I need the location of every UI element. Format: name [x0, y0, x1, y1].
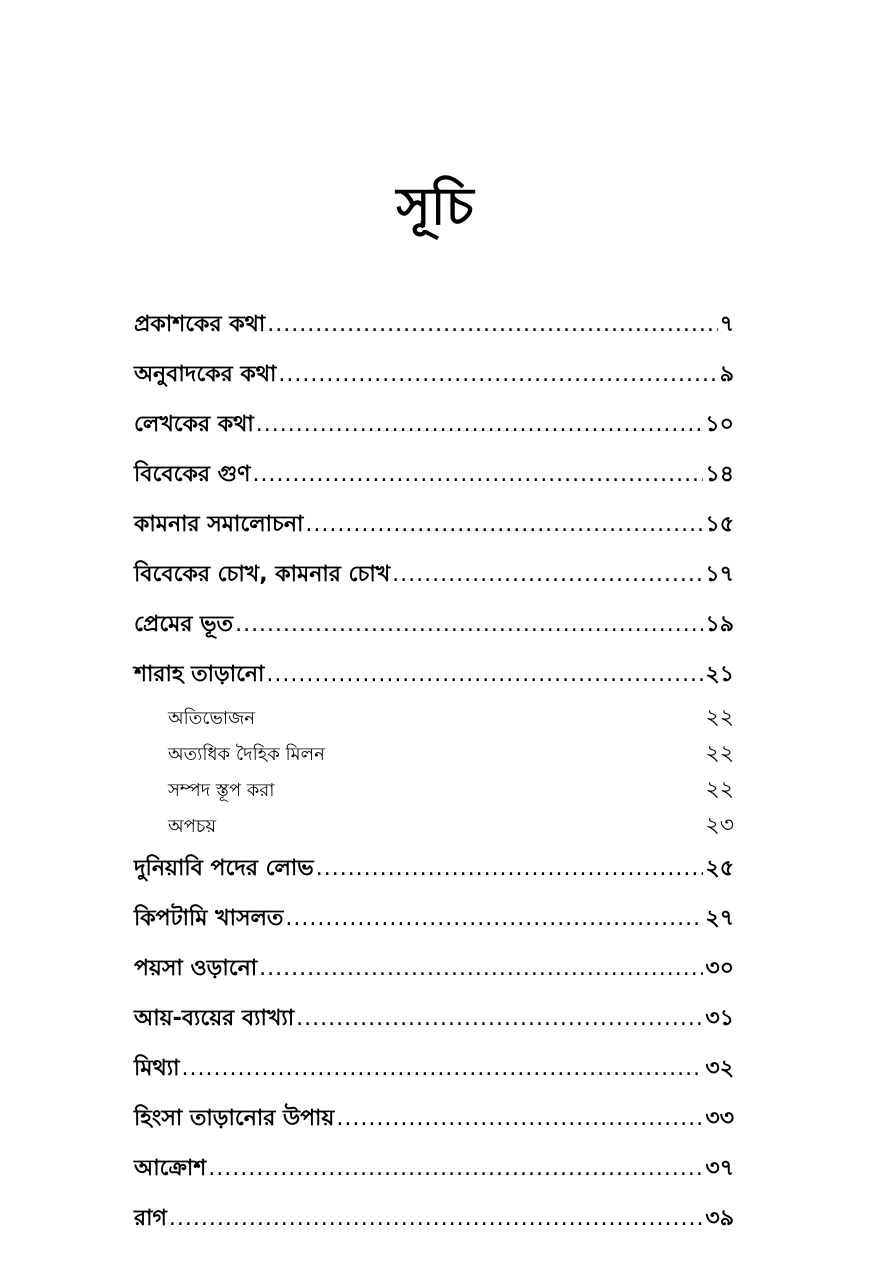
toc-subentry-page: ২২	[705, 741, 734, 766]
toc-entry-title: দুনিয়াবি পদের লোভ	[134, 856, 314, 881]
dot-leader	[235, 600, 703, 650]
toc-entry	[134, 994, 734, 1044]
toc-subentry	[134, 808, 734, 844]
toc-entry	[134, 944, 734, 994]
dot-leader	[259, 944, 703, 994]
toc-entry	[134, 550, 734, 600]
toc-entry	[134, 1094, 734, 1144]
toc-entry-page: ৩১	[705, 1006, 734, 1031]
toc-entry	[134, 600, 734, 650]
toc-entry-title: আয়-ব্যয়ের ব্যাখ্যা	[134, 1006, 295, 1031]
toc-entry	[134, 400, 734, 450]
toc-entry	[134, 1144, 734, 1194]
dot-leader	[316, 844, 704, 894]
toc-entry-title: হিংসা তাড়ানোর উপায়	[134, 1106, 335, 1131]
page-title: সূচি	[396, 177, 474, 237]
toc-subentry-title: অত্যধিক দৈহিক মিলন	[168, 744, 325, 765]
toc-entry-page: ৩৯	[705, 1206, 734, 1231]
toc-entry	[134, 1044, 734, 1094]
dot-leader	[392, 550, 703, 600]
toc-entry-title: শারাহ তাড়ানো	[134, 662, 265, 687]
toc-entry	[134, 844, 734, 894]
toc-entry	[134, 300, 734, 350]
toc-entry-page: ৯	[719, 362, 734, 387]
dot-leader	[278, 350, 717, 400]
toc-subentry	[134, 736, 734, 772]
toc-entry-title: রাগ	[134, 1206, 167, 1231]
dot-leader	[252, 450, 703, 500]
toc-entry-page: ১৭	[705, 562, 734, 587]
toc-entry-title: লেখকের কথা	[134, 412, 254, 437]
toc-subentry-page: ২২	[705, 777, 734, 802]
toc-subentry-title: অপচয়	[168, 816, 217, 837]
toc-subentry-title: সম্পদ স্তূপ করা	[168, 780, 275, 801]
toc-subentry-page: ২৩	[705, 813, 734, 838]
toc-entry-page: ৭	[719, 312, 734, 337]
toc-entry-page: ৩৩	[705, 1106, 734, 1131]
toc-entry-page: ১৯	[705, 612, 734, 637]
dot-leader	[266, 650, 703, 700]
dot-leader	[285, 894, 703, 944]
toc-entry	[134, 1194, 734, 1244]
toc-entry-page: ১৪	[705, 462, 734, 487]
toc-entry-title: আক্রোশ	[134, 1156, 207, 1181]
toc-entry-title: মিথ্যা	[134, 1056, 180, 1081]
dot-leader	[305, 500, 703, 550]
toc-subentry	[134, 772, 734, 808]
toc-entry	[134, 650, 734, 700]
toc-subentry	[134, 700, 734, 736]
toc-entry-title: বিবেকের চোখ, কামনার চোখ	[134, 562, 391, 587]
toc-entry	[134, 350, 734, 400]
toc-entry-page: ২৭	[705, 906, 734, 931]
dot-leader	[182, 1044, 704, 1094]
toc-entry-title: বিবেকের গুণ	[134, 462, 251, 487]
toc-entry-page: ২১	[705, 662, 734, 687]
dot-leader	[169, 1194, 704, 1244]
dot-leader	[256, 400, 704, 450]
dot-leader	[296, 994, 703, 1044]
toc-entry-page: ২৫	[705, 856, 734, 881]
toc-entry-title: পয়সা ওড়ানো	[134, 956, 258, 981]
toc-subentry-page: ২২	[705, 705, 734, 730]
dot-leader	[336, 1094, 703, 1144]
toc-entry	[134, 500, 734, 550]
table-of-contents	[134, 300, 734, 1244]
toc-subentry-title: অতিভোজন	[168, 708, 255, 729]
toc-entry	[134, 894, 734, 944]
toc-entry-title: কিপটামি খাসলত	[134, 906, 284, 931]
toc-entry-page: ৩৭	[705, 1156, 734, 1181]
toc-entry-page: ১৫	[705, 512, 734, 537]
toc-entry-title: প্রেমের ভূত	[134, 612, 234, 637]
dot-leader	[267, 300, 717, 350]
toc-entry-page: ৩২	[705, 1056, 734, 1081]
toc-entry-title: অনুবাদকের কথা	[134, 362, 277, 387]
toc-entry-page: ১০	[705, 412, 734, 437]
toc-entry	[134, 450, 734, 500]
dot-leader	[208, 1144, 703, 1194]
toc-entry-page: ৩০	[705, 956, 734, 981]
toc-entry-title: প্রকাশকের কথা	[134, 312, 266, 337]
toc-entry-title: কামনার সমালোচনা	[134, 512, 304, 537]
